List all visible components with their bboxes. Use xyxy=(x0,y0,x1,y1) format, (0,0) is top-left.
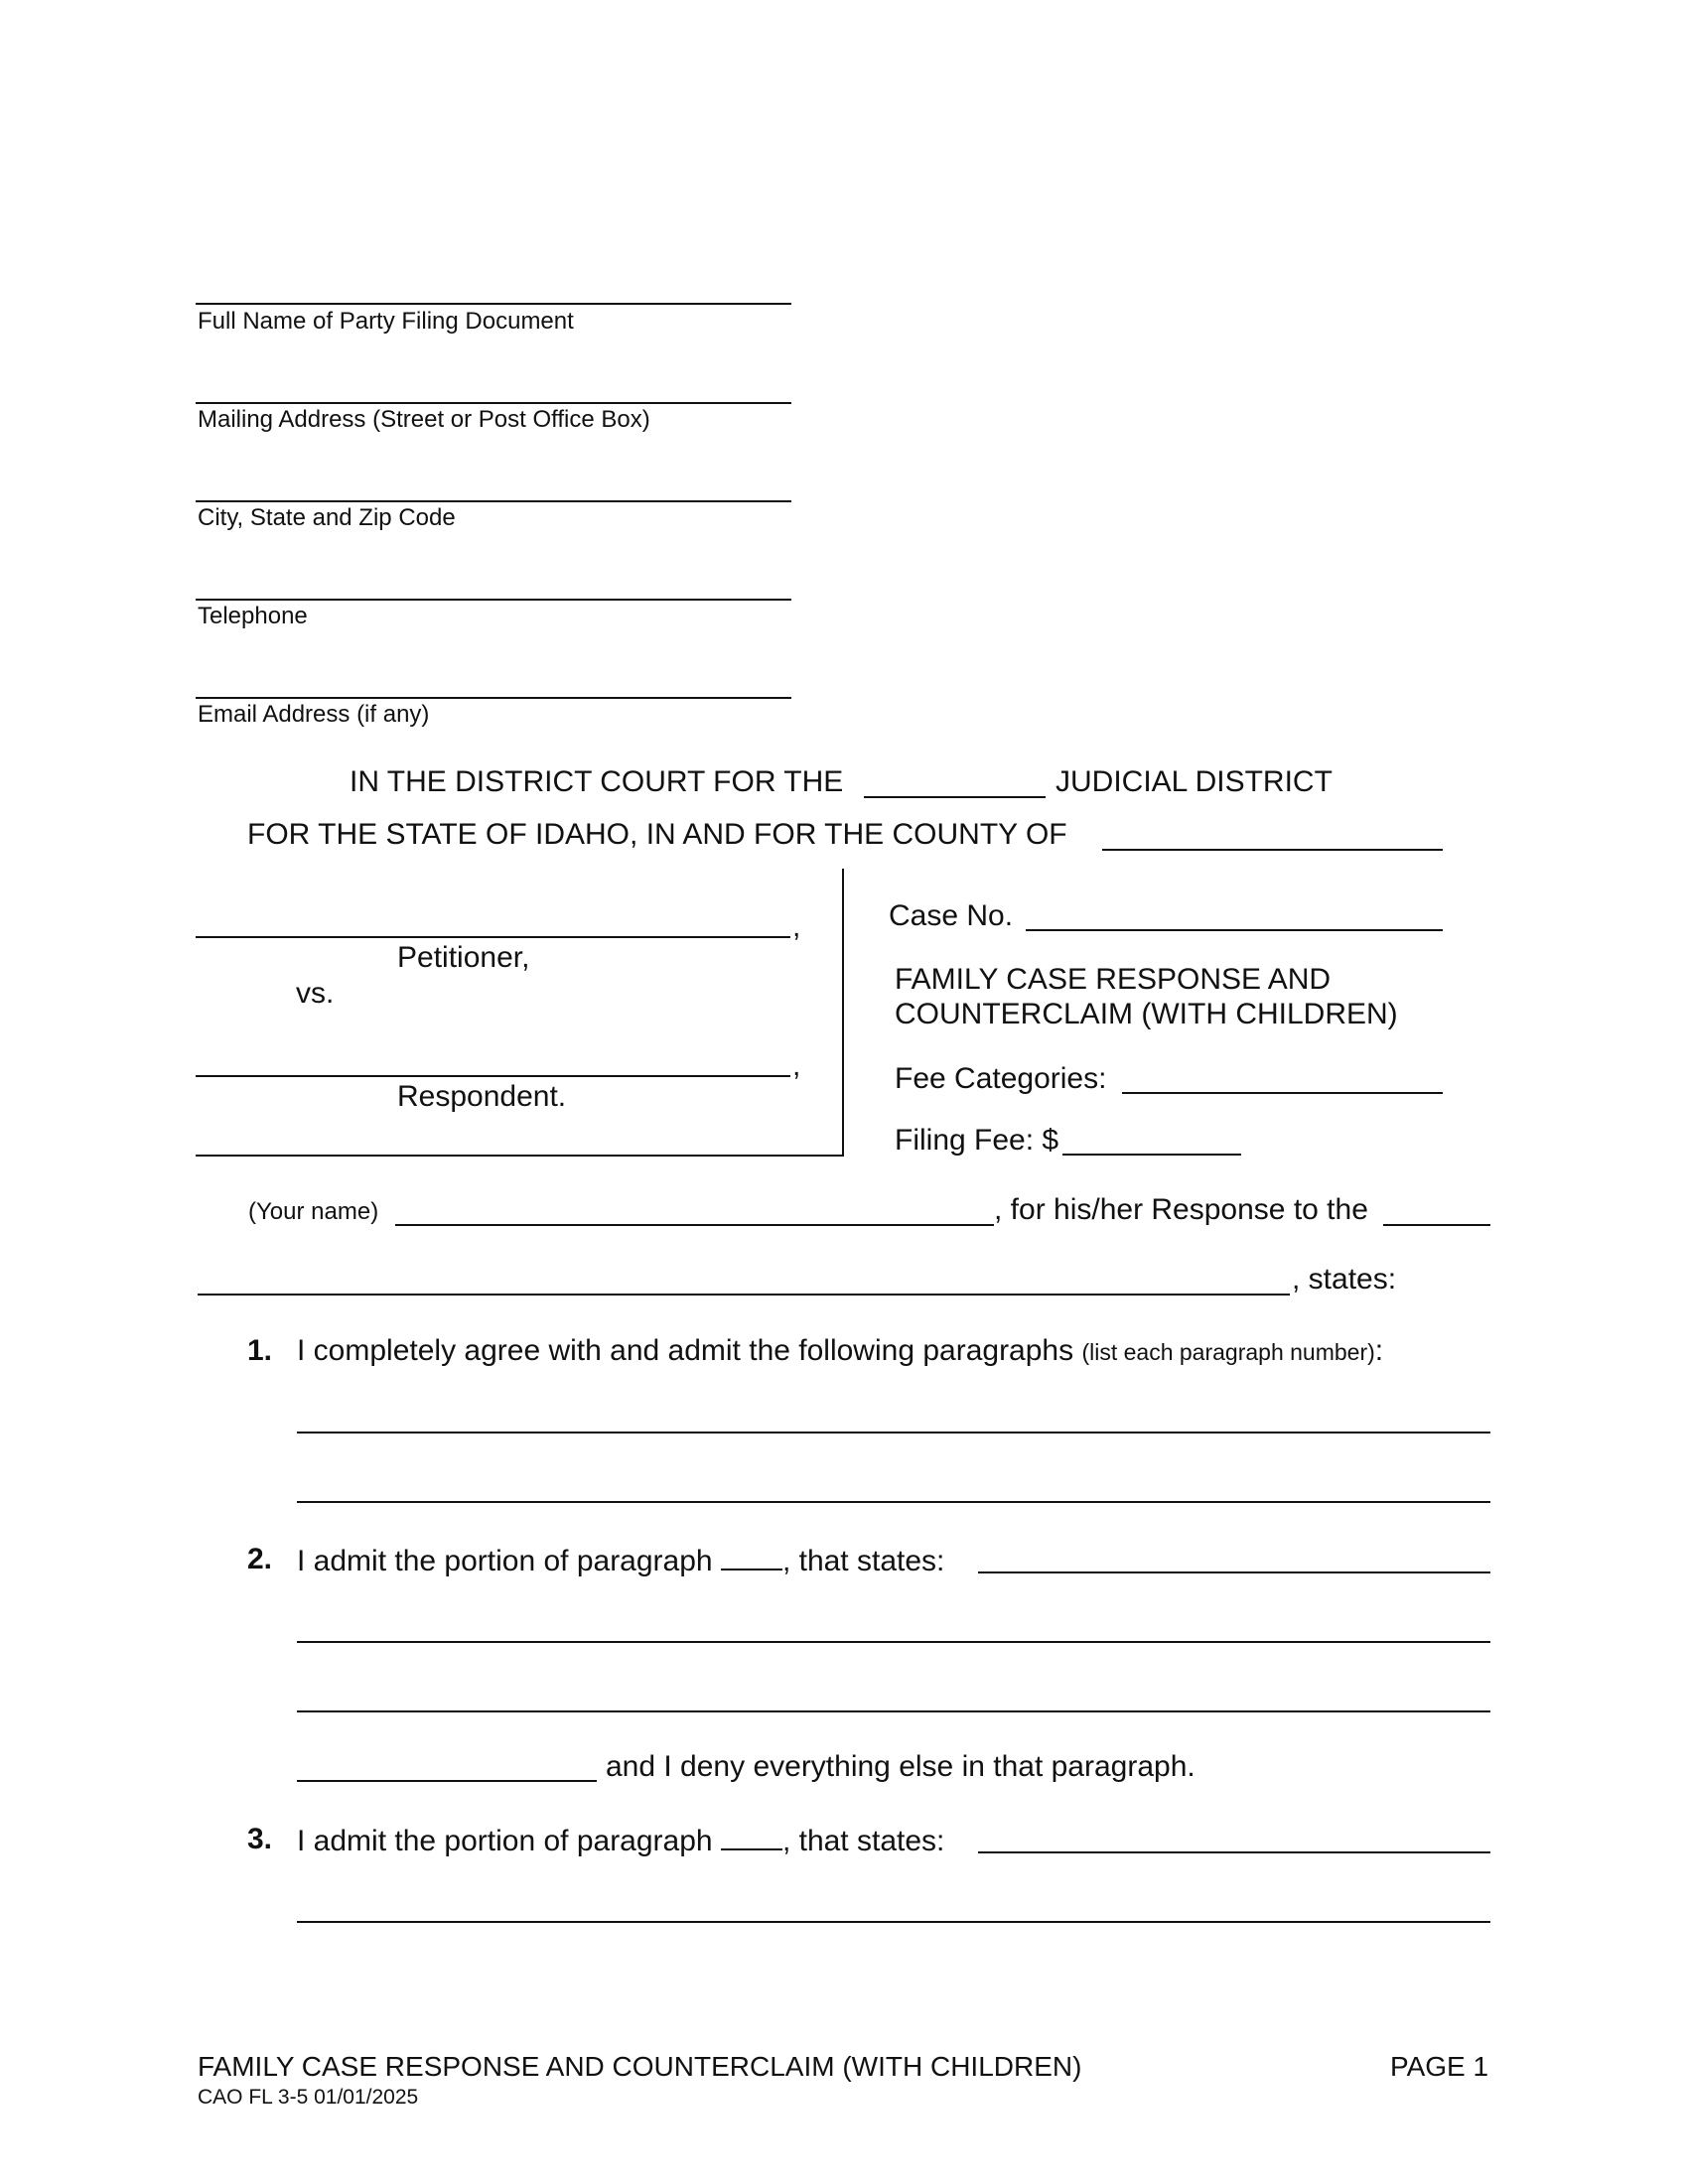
form-title-line-1: FAMILY CASE RESPONSE AND xyxy=(895,963,1332,996)
your-name-label: (Your name) xyxy=(248,1198,379,1225)
item-1-number: 1. xyxy=(247,1334,273,1367)
city-state-zip-label: City, State and Zip Code xyxy=(198,504,456,531)
mailing-address-field[interactable] xyxy=(196,362,791,402)
mailing-address-label: Mailing Address (Street or Post Office Box) xyxy=(198,406,650,433)
item-1-answer-line-1[interactable] xyxy=(297,1432,1490,1433)
your-name-line[interactable] xyxy=(395,1224,994,1226)
item-3-text xyxy=(297,1825,944,1856)
telephone-field[interactable] xyxy=(196,559,791,599)
full-name-line xyxy=(196,303,791,305)
item-1-text xyxy=(297,1336,1383,1366)
petitioner-label: Petitioner, xyxy=(397,941,530,974)
county-blank[interactable] xyxy=(1102,849,1443,851)
court-line-1-prefix: IN THE DISTRICT COURT FOR THE xyxy=(350,765,844,798)
city-state-zip-field[interactable] xyxy=(196,461,791,500)
case-no-label: Case No. xyxy=(889,899,1014,932)
fee-categories-line[interactable] xyxy=(1122,1092,1443,1094)
item-2-deny-text: and I deny everything else in that paragraph. xyxy=(606,1750,1196,1783)
footer-form-title: FAMILY CASE RESPONSE AND COUNTERCLAIM (WITH CHILDREN) xyxy=(198,2051,1082,2082)
email-line xyxy=(196,697,791,699)
telephone-line xyxy=(196,599,791,601)
filing-fee-line[interactable] xyxy=(1062,1154,1241,1156)
response-to-line[interactable] xyxy=(1383,1224,1490,1226)
court-line-2-prefix: FOR THE STATE OF IDAHO, IN AND FOR THE COUNTY OF xyxy=(247,818,1067,851)
response-to-label: , for his/her Response to the xyxy=(994,1193,1368,1226)
case-no-line[interactable] xyxy=(1026,929,1443,931)
item-2-after: , that states: xyxy=(781,1545,945,1577)
caption-bottom-rule xyxy=(196,1155,844,1157)
telephone-label: Telephone xyxy=(198,603,308,629)
item-3-after: , that states: xyxy=(781,1825,945,1857)
item-3-states-line[interactable] xyxy=(978,1851,1490,1853)
court-line-1-suffix: JUDICIAL DISTRICT xyxy=(1055,765,1333,798)
item-2-text xyxy=(297,1545,944,1576)
email-field[interactable] xyxy=(196,657,791,697)
states-label: , states: xyxy=(1292,1263,1397,1296)
vs-label: vs. xyxy=(296,977,335,1010)
judicial-district-blank[interactable] xyxy=(864,796,1046,798)
item-2-paragraph-blank[interactable] xyxy=(721,1545,782,1570)
footer-form-id: CAO FL 3-5 01/01/2025 xyxy=(198,2086,419,2109)
item-3-before: I admit the portion of paragraph xyxy=(297,1825,713,1857)
city-state-zip-line xyxy=(196,500,791,502)
item-2-number: 2. xyxy=(247,1543,273,1575)
caption-divider xyxy=(842,869,844,1155)
email-label: Email Address (if any) xyxy=(198,701,430,728)
item-2-answer-line-1[interactable] xyxy=(297,1641,1490,1643)
item-1-note: (list each paragraph number) xyxy=(1081,1339,1375,1365)
footer-page-number: PAGE 1 xyxy=(1390,2051,1489,2082)
item-2-before: I admit the portion of paragraph xyxy=(297,1545,713,1577)
respondent-comma: , xyxy=(792,1049,801,1082)
item-1-colon: : xyxy=(1374,1334,1384,1367)
item-3-answer-line-1[interactable] xyxy=(297,1921,1490,1923)
mailing-address-line xyxy=(196,402,791,404)
petitioner-comma: , xyxy=(792,910,801,943)
form-title-line-2: COUNTERCLAIM (WITH CHILDREN) xyxy=(895,998,1398,1030)
item-1-answer-line-2[interactable] xyxy=(297,1501,1490,1503)
item-2-states-line[interactable] xyxy=(978,1571,1490,1573)
item-2-answer-line-3[interactable] xyxy=(297,1780,597,1782)
full-name-field[interactable] xyxy=(196,263,791,303)
full-name-label: Full Name of Party Filing Document xyxy=(198,308,574,335)
item-2-answer-line-2[interactable] xyxy=(297,1710,1490,1712)
item-3-paragraph-blank[interactable] xyxy=(721,1825,782,1850)
respondent-label: Respondent. xyxy=(397,1080,567,1113)
item-3-number: 3. xyxy=(247,1823,273,1855)
petitioner-name-line[interactable] xyxy=(196,936,790,938)
filing-fee-label: Filing Fee: $ xyxy=(895,1124,1059,1157)
respondent-name-line[interactable] xyxy=(196,1075,790,1077)
item-1-statement: I completely agree with and admit the following paragraphs xyxy=(297,1334,1074,1367)
document-name-line[interactable] xyxy=(198,1294,1290,1296)
fee-categories-label: Fee Categories: xyxy=(895,1062,1107,1095)
